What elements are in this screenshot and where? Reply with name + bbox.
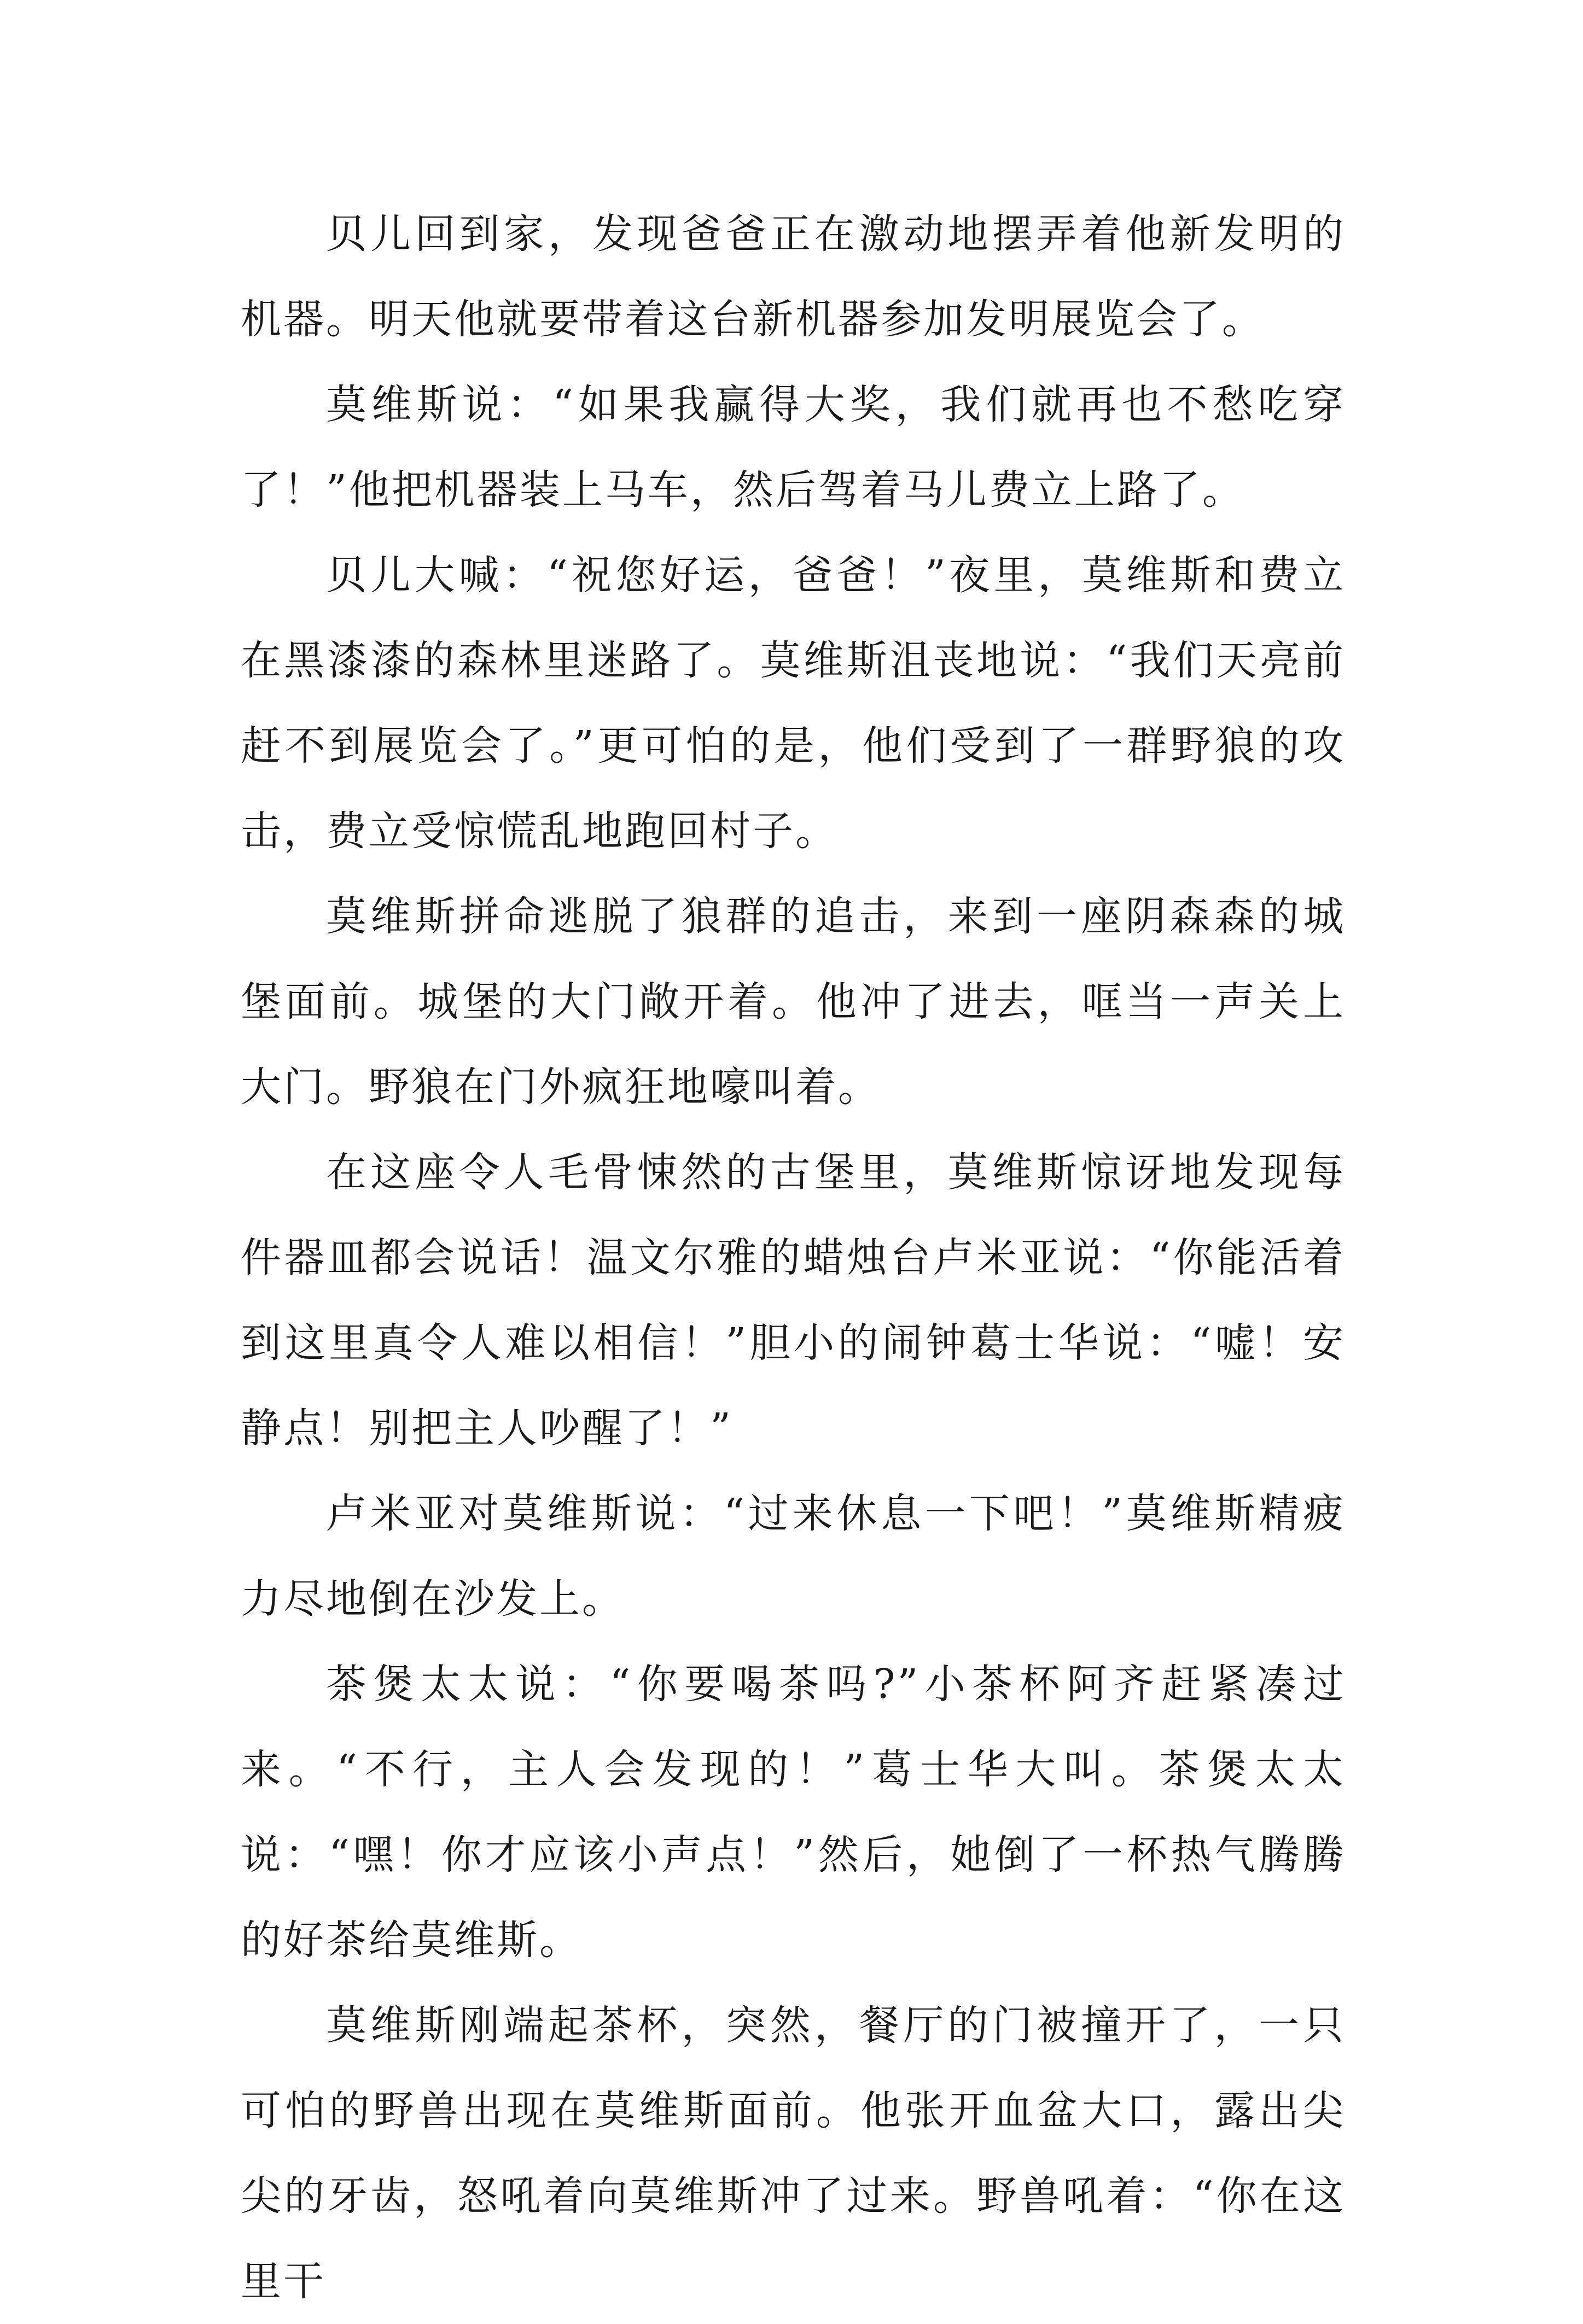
paragraph-4: 莫维斯拼命逃脱了狼群的追击，来到一座阴森森的城堡面前。城堡的大门敞开着。他冲了进去，哐当一声关上大门。野狼在门外疯狂地嚎叫着。 [241,893,1346,1111]
paragraph-2: 莫维斯说：“如果我赢得大奖，我们就再也不愁吃穿了！”他把机器装上马车，然后驾着马儿费立上路了。 [241,381,1346,513]
story-text [241,191,1346,2324]
paragraph-6: 卢米亚对莫维斯说：“过来休息一下吧！”莫维斯精疲力尽地倒在沙发上。 [241,1490,1346,1622]
paragraph-3: 贝儿大喊：“祝您好运，爸爸！”夜里，莫维斯和费立在黑漆漆的森林里迷路了。莫维斯沮丧地说：“我们天亮前赶不到展览会了。”更可怕的是，他们受到了一群野狼的攻击，费立受惊慌乱地跑回村子。 [241,552,1346,855]
paragraph-7: 茶煲太太说：“你要喝茶吗?”小茶杯阿齐赶紧凑过来。“不行，主人会发现的！”葛士华大叫。茶煲太太说：“嘿！你才应该小声点！”然后，她倒了一杯热气腾腾的好茶给莫维斯。 [241,1661,1346,1964]
paragraph-1: 贝儿回到家，发现爸爸正在激动地摆弄着他新发明的机器。明天他就要带着这台新机器参加发明展览会了。 [241,211,1346,343]
paragraph-5: 在这座令人毛骨悚然的古堡里，莫维斯惊讶地发现每件器皿都会说话！温文尔雅的蜡烛台卢米亚说：“你能活着到这里真令人难以相信！”胆小的闹钟葛士华说：“嘘！安静点！别把主人吵醒了！” [241,1149,1346,1452]
paragraph-8: 莫维斯刚端起茶杯，突然，餐厅的门被撞开了，一只可怕的野兽出现在莫维斯面前。他张开血盆大口，露出尖尖的牙齿，怒吼着向莫维斯冲了过来。野兽吼着：“你在这里干 [241,2002,1346,2305]
